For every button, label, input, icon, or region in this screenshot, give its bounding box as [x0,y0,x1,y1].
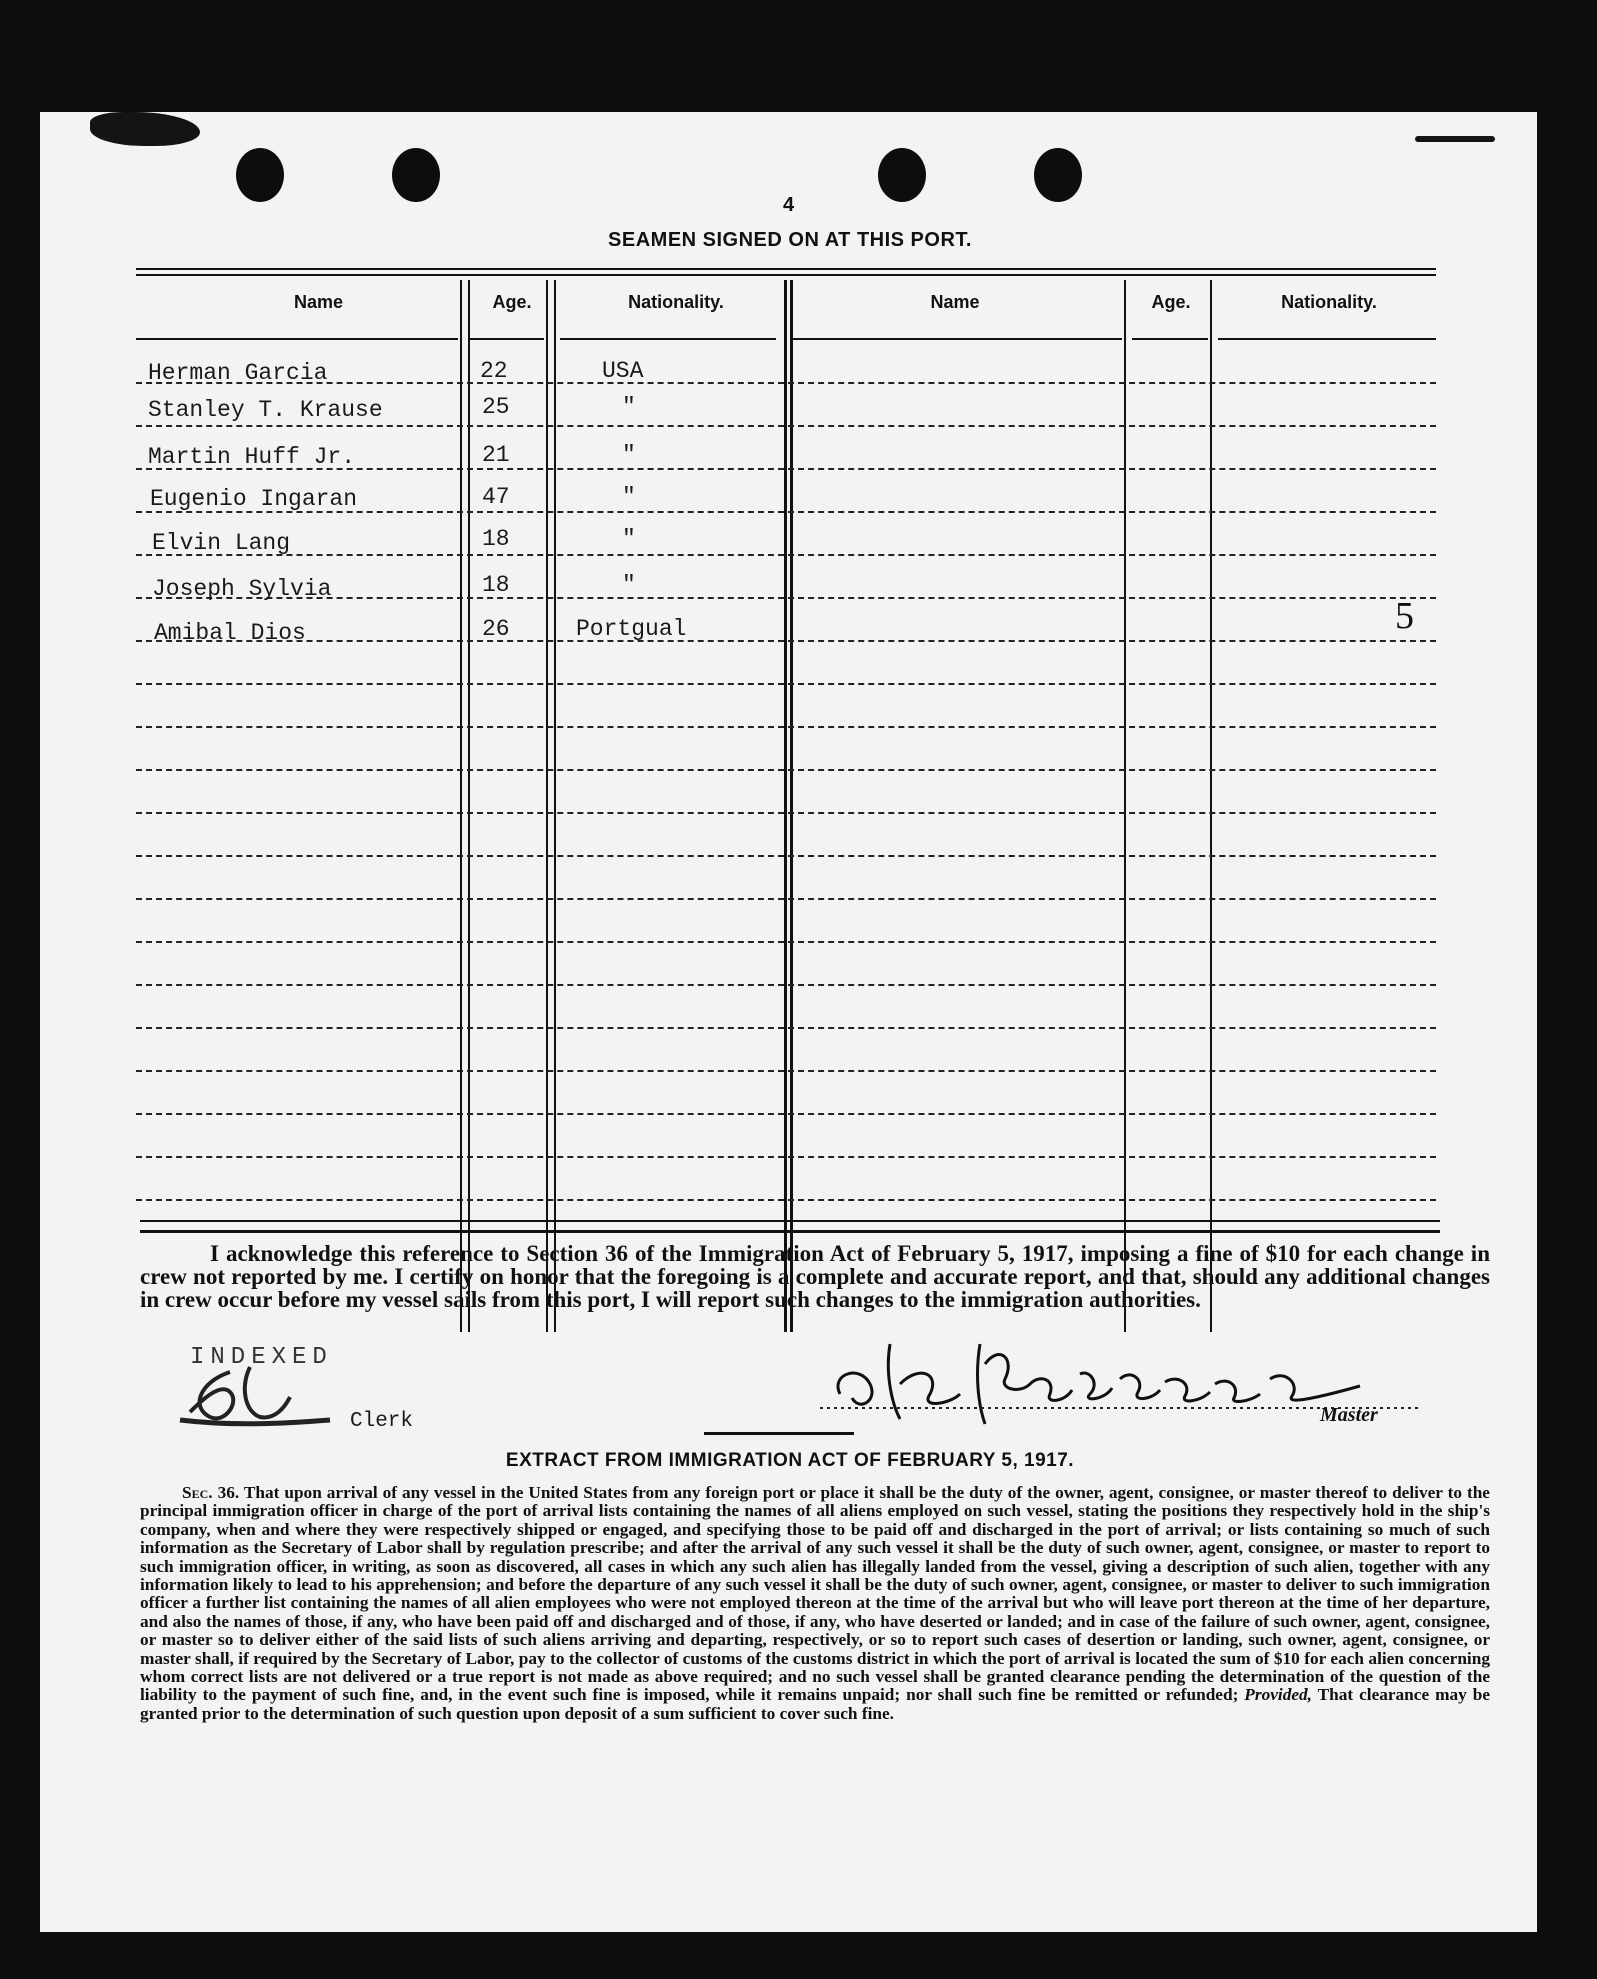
column-divider [546,280,548,1332]
separator-rule [704,1432,854,1435]
seaman-age: 18 [482,572,510,598]
seaman-age: 21 [482,442,510,468]
column-divider [1124,280,1126,1332]
seaman-name: Amibal Dios [154,620,306,646]
seaman-age: 18 [482,526,510,552]
header-nationality-left: Nationality. [628,292,724,312]
seaman-name: Stanley T. Krause [148,397,383,423]
column-divider [1210,280,1212,1332]
top-rule-inner [136,274,1436,276]
ruled-line [136,812,1436,814]
top-rule [136,268,1436,270]
clerk-initials [170,1362,340,1432]
ruled-line [136,1156,1436,1158]
ruled-line [136,855,1436,857]
ruled-line [136,425,1436,427]
ruled-line [136,1199,1436,1201]
clerk-label: Clerk [350,1410,414,1433]
ink-stain [90,112,200,146]
column-divider [460,280,462,1332]
ruled-line [136,683,1436,685]
proviso-body: That clearance may be granted prior to the determination of such question upon deposit of a sum sufficient to cover such fine. [140,1685,1490,1723]
header-underline [560,338,776,340]
seaman-nationality: USA [602,358,644,384]
header-underline [468,338,544,340]
tally-mark: 5 [1395,595,1414,637]
column-divider [554,280,556,1332]
indexed-stamp: INDEXED [190,1344,333,1371]
header-age-right: Age. [1151,292,1191,312]
extract-title: EXTRACT FROM IMMIGRATION ACT OF FEBRUARY 5, 1917. [505,1450,1075,1471]
header-name-left: Name [293,292,344,312]
header-age-left: Age. [492,292,532,312]
header-underline [1132,338,1208,340]
seaman-age: 47 [482,484,510,510]
proviso-label: Provided, [1244,1685,1312,1705]
header-name-right: Name [930,292,980,312]
ruled-line [136,554,1436,556]
ruled-line [136,769,1436,771]
ruled-line [136,726,1436,728]
certification-text: I acknowledge this reference to Section 36 of the Immigration Act of February 5, 1917, imposing a fine of $10 for each change in crew not reported by me. I certify on honor that the foregoing is a complete and accurate report, and that, should any additional changes in crew occur before my vessel sails from this port, I will report such changes to the immigration authorities. [140,1241,1490,1312]
ruled-line [136,382,1436,384]
ruled-line [136,640,1436,642]
ruled-line [136,941,1436,943]
seaman-name: Eugenio Ingaran [150,486,358,512]
seaman-nationality: " [622,526,636,552]
master-label: Master [1320,1404,1378,1426]
seaman-nationality: " [622,484,636,510]
seaman-name: Martin Huff Jr. [148,444,356,470]
ruled-line [136,984,1436,986]
seaman-age: 26 [482,616,510,642]
column-divider [468,280,470,1332]
ruled-line [136,1070,1436,1072]
ruled-line [136,898,1436,900]
seaman-name: Joseph Sylvia [152,576,332,602]
ruled-line [136,1113,1436,1115]
ink-stain [1415,136,1495,142]
section-label: Sec. 36. [182,1483,240,1502]
header-underline [1218,338,1436,340]
table-bottom-rule [140,1230,1440,1233]
page-number: 4 [782,194,795,216]
seaman-nationality: " [622,572,636,598]
document-page [40,112,1537,1932]
seaman-nationality: " [622,442,636,468]
header-underline [136,338,458,340]
table-bottom-rule [140,1220,1440,1222]
ruled-line [136,1027,1436,1029]
seaman-age: 25 [482,394,510,420]
column-divider [790,280,793,1332]
form-title: SEAMEN SIGNED ON AT THIS PORT. [608,229,972,251]
seaman-name: Elvin Lang [152,530,291,556]
seaman-name: Herman Garcia [148,360,328,386]
seaman-nationality: Portgual [576,616,687,642]
seaman-nationality: " [622,394,636,420]
header-nationality-right: Nationality. [1281,292,1377,312]
section-body: That upon arrival of any vessel in the United States from any foreign port or place it shall be the duty of the owner, agent, consignee, or master thereof to deliver to the principal immigration officer in charge of the port of arrival lists containing the names of all aliens employed on such vessel, stating the positions they respectively hold in the ship's company, when and where they were respectively shipped or engaged, and specifying those to be paid off and discharged in the port of arrival; or lists containing so much of such information as the Secretary of Labor shall by regulation prescribe; and after the arrival of any such vessel it shall be the duty of such owner, agent, consignee, or master to report to such immigration officer, in writing, as soon as discovered, all cases in which any such alien has illegally landed from the vessel, giving a description of such alien, together with any information likely to lead to his apprehension; and before the departure of any such vessel it shall be the duty of such owner, agent, consignee, or master to deliver to such immigration officer a further list containing the names of all alien employees who were not employed thereon at the time of the arrival but who will leave port thereon at the time of her departure, and also the names of those, if any, who have been paid off and discharged and of those, if any, who have deserted or landed; and in case of the failure of such owner, agent, consignee, or master so to deliver either of the said lists of such aliens arriving and departing, respectively, or so to report such cases of desertion or landing, such owner, agent, consignee, or master shall, if required by the Secretary of Labor, pay to the collector of customs of the customs district in which the port of arrival is located the sum of $10 for each alien concerning whom correct lists are not delivered or a true report is not made as above required; and no such vessel shall be granted clearance pending the determination of the question of the liability to the payment of such fine, and, in the event such fine is imposed, while it remains unpaid; nor shall such fine be remitted or refunded; [140,1483,1490,1705]
column-divider [784,280,787,1332]
seaman-age: 22 [480,358,508,384]
section-36-text [140,1484,1490,1723]
header-underline [792,338,1122,340]
